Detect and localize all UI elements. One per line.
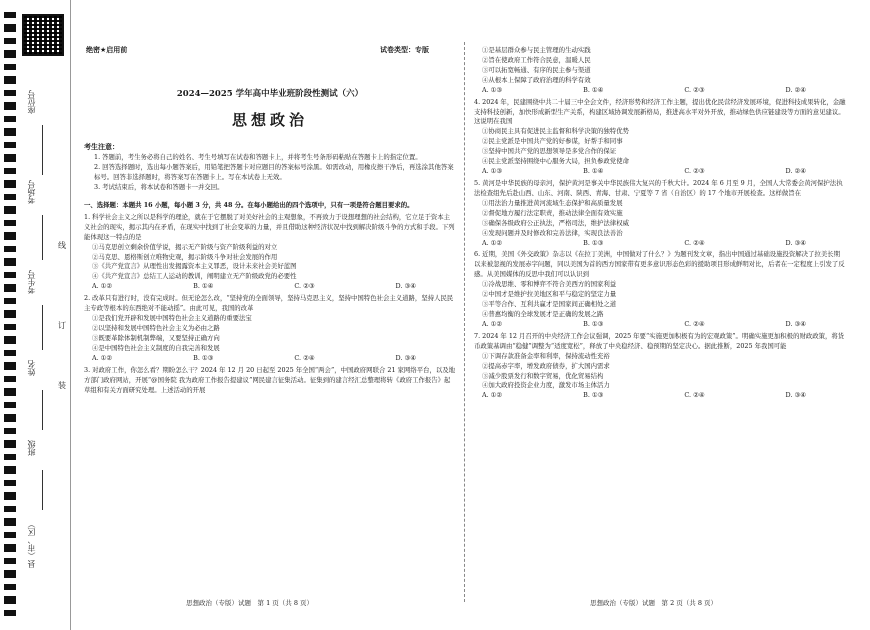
question-block xyxy=(474,98,846,177)
question-stem: 3. 对政府工作，你怎么看？期盼怎么干？2024 年 12 月 20 日起至 2025 年全国“两会”，中国政府网联合 21 家网络平台，以及地方部门政府网站，开展“@国务院 我为政府工作报告提建议”网民建言征集活动。征集到的建言经汇总整理将转《政府工作报告》起草组和有关方面研究处理。上述活动的开展 xyxy=(84,365,456,394)
question-option: ③可以拓宽畅通、有序的民主参与渠道 xyxy=(482,65,591,74)
question-option: ④普惠均衡的全球发展才是正确的发展之路 xyxy=(482,309,604,318)
page-divider xyxy=(464,42,465,602)
answer-choice: A. ①② xyxy=(92,353,113,362)
question-option: ①冷战思维、零和博弈不符合美西方的国家利益 xyxy=(482,280,617,289)
class-label: 班级 xyxy=(27,440,36,456)
answer-choice: B. ①③ xyxy=(583,391,604,400)
question-option: ①马克思创立剩余价值学说，揭示无产阶级与资产阶级利益的对立 xyxy=(92,242,278,251)
answer-choice: C. ②④ xyxy=(684,238,705,247)
answer-choice: A. ①② xyxy=(482,391,503,400)
question-stem: 5. 黄河是中华民族的母亲河，保护黄河是事关中华民族伟大复兴的千秋大计。2024 年 6 月至 9 月，全国人大常委会黄河保护法执法检查组先后赴山西、山东、河南、陕西、青海、甘肃、宁夏等 7 省（自治区）的 17 个地市开展检查。这样做旨在 xyxy=(474,178,843,197)
right-questions xyxy=(474,46,846,401)
answer-choice: B. ①③ xyxy=(583,319,604,328)
answer-choice: C. ②④ xyxy=(684,319,705,328)
binding-margin xyxy=(0,0,71,630)
student-number-label: 考生号 xyxy=(27,270,36,294)
question-option: ①是我们党开辟和发展中国特色社会主义道路的重要法宝 xyxy=(92,314,252,323)
answer-choices xyxy=(474,167,846,177)
question-option: ②以坚持和发展中国特色社会主义为必由之路 xyxy=(92,324,220,333)
left-questions xyxy=(84,213,456,396)
page-2 xyxy=(474,44,846,401)
answer-choice: B. ①④ xyxy=(193,282,214,291)
question-block xyxy=(474,332,846,401)
answer-choice: B. ①④ xyxy=(583,167,604,176)
answer-choice: A. ①② xyxy=(92,282,113,291)
question-stem: 7. 2024 年 12 月召开的中央经济工作会议强调，2025 年要“实施更加积极有为的宏观政策”。明确实施更加积极的财政政策，将货币政策基调由“稳健”调整为“适度宽松”，释放了中央稳经济、稳预期的坚定决心。据此推断，2025 年我国可能 xyxy=(474,331,845,350)
question-option: ③确保各级政府公正执法，严格司法，维护法律权威 xyxy=(482,218,629,227)
question-block xyxy=(84,366,456,396)
answer-choice: A. ①③ xyxy=(482,85,503,94)
footer-page-1: 思想政治（专版）试题 第 1 页（共 8 页） xyxy=(186,599,314,607)
barcode-strip xyxy=(4,12,16,622)
answer-choices xyxy=(474,86,846,96)
answer-choice: B. ①③ xyxy=(583,238,604,247)
question-option: ①用法治力量推进黄河流域生态保护和高质量发展 xyxy=(482,198,623,207)
question-option: ③坚持中国共产党的思想领导是多党合作的保证 xyxy=(482,147,617,156)
question-stem: 4. 2024 年，民建围绕中共二十届三中全会文件，经济形势和经济工作主题，提出优化民营经济发展环境，促进科技成果转化，金融支持科技创新，加快形成新型生产关系，构建区域协调发展新格局，推进高水平对外开放，推动绿色供应链建设等方面的意见建议。这说明在我国 xyxy=(474,97,846,126)
question-block xyxy=(84,294,456,363)
question-option: ②督促地方履行法定职责，推动法律全面有效实施 xyxy=(482,208,623,217)
question-option: ④民主党派坚持围绕中心服务大局，担负参政党使命 xyxy=(482,157,629,166)
section-heading: 一、选择题：本题共 16 小题，每小题 3 分，共 48 分。在每小题给出的四个选项中，只有一项是符合题目要求的。 xyxy=(84,200,414,209)
answer-choice: C. ②③ xyxy=(684,85,705,94)
paper-type: 试卷类型：专版 xyxy=(380,46,429,54)
answer-choice: C. ②④ xyxy=(684,391,705,400)
answer-choices xyxy=(474,320,846,330)
question-stem: 6. 近期，美国《外交政策》杂志以《在拉丁美洲，中国做对了什么？》为题刊发文章，指出中国通过基础设施投资解决了拉美长期以来被忽视的发展赤字问题，同以美国为首的西方国家带有更多意识形态色彩的援助项目形成鲜明对比，后者在一定程度上引发了反感。从美国媒体的反思中我们可以认识到 xyxy=(474,250,845,279)
answer-choice: D. ②④ xyxy=(785,85,806,94)
question-option: ②中国才是维护拉美地区和平与稳定的坚定力量 xyxy=(482,290,617,299)
question-option: ②民主党派是中国共产党的好参谋，好帮手和同事 xyxy=(482,137,623,146)
question-stem: 1. 科学社会主义之所以是科学的理论，就在于它摆脱了对美好社会的主观想象，不再致力于设想理想的社会结构，它立足于资本主义社会的现实，揭示其内在矛盾，在现实中找到了社会变革的力量，并且借助这种经济状况中找到解决阶级斗争的方式和手段。下列能体现这一特点的是 xyxy=(84,212,455,241)
answer-choice: C. ②③ xyxy=(684,167,705,176)
answer-choice: A. ①② xyxy=(482,319,503,328)
answer-choices xyxy=(474,391,846,401)
answer-choice: D. ③④ xyxy=(785,319,806,328)
question-option: ③减少股票发行和数字贸易，优化贸易结构 xyxy=(482,371,604,380)
question-option: ④加大政府投资企业力度，激发市场主体活力 xyxy=(482,381,610,390)
answer-choice: C. ②③ xyxy=(294,282,315,291)
page-1 xyxy=(84,40,456,395)
cut-bind-label: 订 xyxy=(58,321,66,330)
question-option: ③既要革除体制机制弊端，又要坚持正确方向 xyxy=(92,333,220,342)
question-option: ③平等合作、互利共赢才是国家间正确相处之道 xyxy=(482,300,617,309)
county-label: 县（市、区） xyxy=(27,520,36,568)
notes-list xyxy=(84,153,456,193)
question-option: ④是中国特色社会主义制度的自我完善和发展 xyxy=(92,343,220,352)
question-option: ①下调存款准备金率和利率，保持流动性充裕 xyxy=(482,351,610,360)
question-option: ④从根本上保障了政府治理的科学有效 xyxy=(482,75,591,84)
question-block xyxy=(474,179,846,248)
answer-choice: D. ③④ xyxy=(395,353,416,362)
question-option: ①是基层群众参与民主管理的生动实践 xyxy=(482,46,591,54)
answer-choice: C. ②④ xyxy=(294,353,315,362)
answer-choice: B. ①④ xyxy=(583,85,604,94)
footer-page-2: 思想政治（专版）试题 第 2 页（共 8 页） xyxy=(590,599,718,607)
answer-choices xyxy=(474,239,846,249)
question-block xyxy=(84,213,456,292)
cut-pack-label: 装 xyxy=(58,381,66,390)
question-option: ④《共产党宣言》总结工人运动的教训，阐明建立无产阶级政党的必要性 xyxy=(92,272,297,281)
answer-choice: B. ①③ xyxy=(193,353,214,362)
notes-heading: 考生注意： xyxy=(84,142,119,152)
question-option: ②提高赤字率，增发政府债券，扩大国内需求 xyxy=(482,361,610,370)
qr-code xyxy=(22,14,64,56)
answer-choice: D. ③④ xyxy=(785,391,806,400)
answer-choices xyxy=(84,282,456,292)
seat-label: 座位号 xyxy=(27,90,36,114)
question-stem: 2. 改革只有进行时，没有完成时。但无论怎么改，“坚持党的全面领导，坚持马克思主义，坚持中国特色社会主义道路，坚持人民民主专政等根本的东西绝对不能动摇”。由此可见，我国的改革 xyxy=(84,294,454,313)
answer-choice: A. ①③ xyxy=(482,167,503,176)
question-option: ③《共产党宣言》从理性出发揭露资本主义罪恶，设计未来社会美好蓝图 xyxy=(92,262,297,271)
answer-choice: A. ①② xyxy=(482,238,503,247)
question-option: ②马克思、恩格斯创立唯物史观，揭示阶级斗争对社会发展的作用 xyxy=(92,252,278,261)
exam-title: 2024—2025 学年高中毕业班阶段性测试（六） xyxy=(176,89,364,99)
answer-choice: D. ③④ xyxy=(395,282,416,291)
question-option: ①协商民主具有促进民主监督和科学决策的独特优势 xyxy=(482,127,629,136)
question-block xyxy=(474,46,846,96)
answer-choice: D. ②④ xyxy=(785,167,806,176)
cut-line-label: 线 xyxy=(58,241,66,250)
question-block xyxy=(474,250,846,329)
subject-title: 思想政治 xyxy=(231,111,308,130)
question-option: ②旨在使政府工作符合民意，温暖人民 xyxy=(482,55,591,64)
note-item: 2. 回答选择题时，选出每小题答案后，用铅笔把答题卡对应题目的答案标号涂黑。如需改动，用橡皮擦干净后，再选涂其他答案标号。回答非选择题时，将答案写在答题卡上。写在本试卷上无效。 xyxy=(94,163,454,182)
answer-choice: D. ③④ xyxy=(785,238,806,247)
name-label: 姓名 xyxy=(27,360,36,376)
secret-mark: 绝密★启用前 xyxy=(86,46,128,54)
exam-room-label: 考场号 xyxy=(27,180,36,204)
answer-choices xyxy=(84,354,456,364)
note-item: 1. 答题前，考生务必将自己的姓名、考生号填写在试卷和答题卡上，并将考生号条形码粘贴在答题卡上的指定位置。 xyxy=(94,153,422,162)
question-option: ④发现问题并及时修改和完善法律，实现良法善治 xyxy=(482,228,623,237)
note-item: 3. 考试结束后，将本试卷和答题卡一并交回。 xyxy=(94,183,224,192)
